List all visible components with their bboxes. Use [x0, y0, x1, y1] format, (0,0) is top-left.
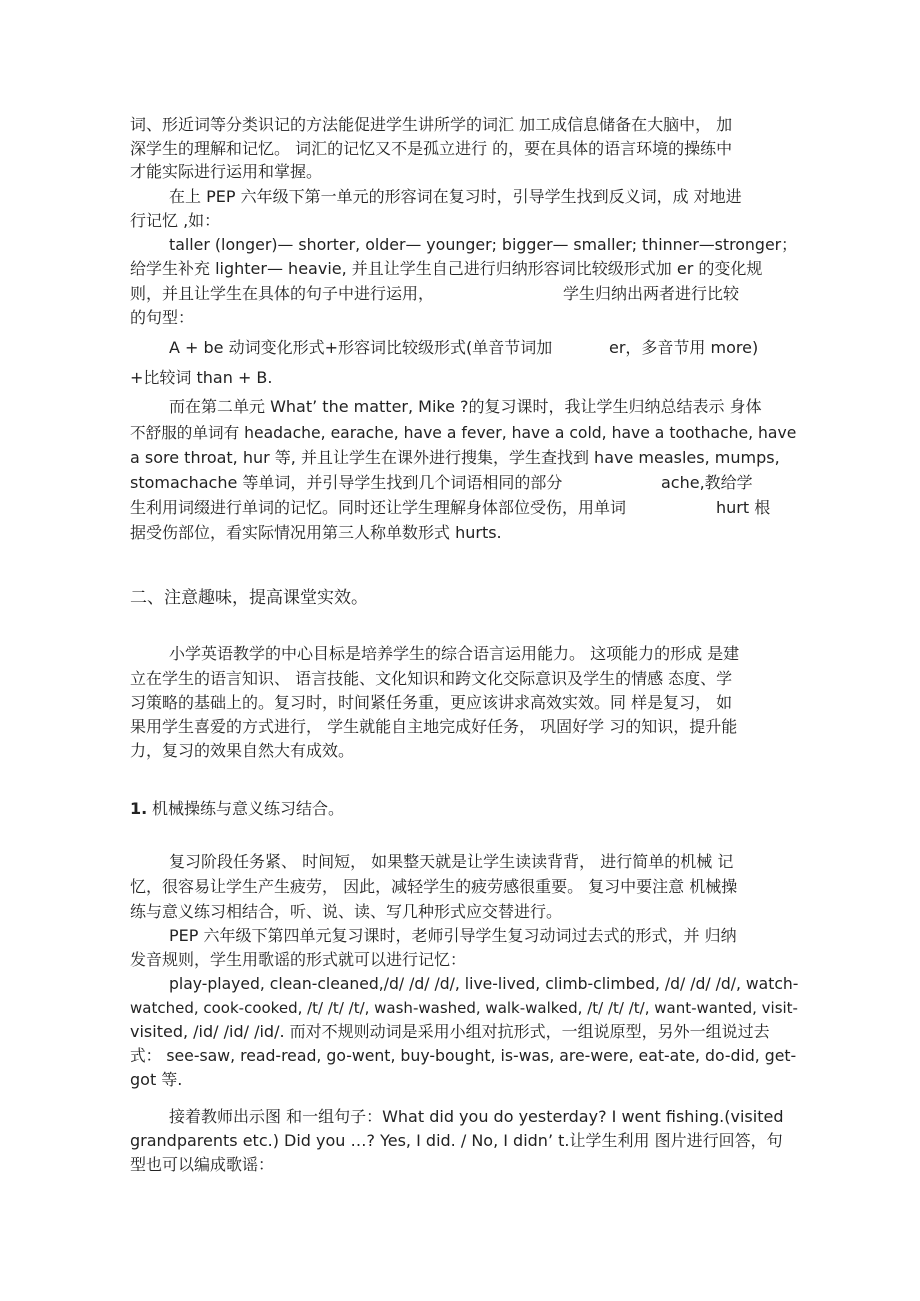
text-line: A + be 动词变化形式+形容词比较级形式(单音节词加	[169, 338, 553, 357]
text-line: got 等.	[130, 1070, 183, 1089]
text-line: 忆，很容易让学生产生疲劳， 因此，减轻学生的疲劳感很重要。 复习中要注意 机械操	[130, 877, 738, 896]
text-line: 果用学生喜爱的方式进行， 学生就能自主地完成好任务， 巩固好学 习的知识，提升能	[130, 717, 738, 736]
text-line: 不舒服的单词有 headache, earache, have a fever, have a cold, have a toothache, have	[130, 424, 797, 442]
text-line: play-played, clean-cleaned,/d/ /d/ /d/, live-lived, climb-climbed, /d/ /d/ /d/, watch-	[169, 975, 799, 993]
section-heading: 二、注意趣味，提高课堂实效。	[130, 588, 368, 608]
text-line: 深学生的理解和记忆。 词汇的记忆又不是孤立进行 的，要在具体的语言环境的操练中	[130, 139, 733, 158]
text-line: visited, /id/ /id/ /id/. 而对不规则动词是采用小组对抗形式，一组说原型，另外一组说过去	[130, 1022, 770, 1041]
text-line: 给学生补充 lighter— heavie, 并且让学生自己进行归纳形容词比较级形式加 er 的变化规	[130, 259, 763, 278]
text-line: taller (longer)— shorter, older— younger; bigger— smaller; thinner—stronger；	[169, 235, 797, 254]
text-line: 力，复习的效果自然大有成效。	[130, 741, 355, 760]
subsection-heading: 机械操练与意义练习结合。	[152, 799, 345, 818]
text-line: 小学英语教学的中心目标是培养学生的综合语言运用能力。 这项能力的形成 是建	[169, 644, 740, 663]
text-line: er，多音节用 more)	[609, 338, 759, 357]
text-line: 习策略的基础上的。复习时，时间紧任务重，更应该讲求高效实效。同 样是复习， 如	[130, 693, 733, 712]
text-line: 据受伤部位，看实际情况用第三人称单数形式 hurts.	[130, 523, 502, 542]
text-line: 才能实际进行运用和掌握。	[130, 162, 323, 181]
text-line: 在上 PEP 六年级下第一单元的形容词在复习时，引导学生找到反义词，成 对地进	[169, 187, 742, 206]
text-line: a sore throat, hur 等, 并且让学生在课外进行搜集，学生查找到 have measles, mumps,	[130, 448, 780, 467]
text-line: PEP 六年级下第四单元复习课时，老师引导学生复习动词过去式的形式，并 归纳	[169, 926, 737, 945]
text-line: 词、形近词等分类识记的方法能促进学生讲所学的词汇 加工成信息储备在大脑中， 加	[130, 115, 733, 134]
text-line: stomachache 等单词，并引导学生找到几个词语相同的部分	[130, 473, 563, 492]
text-line: 生利用词缀进行单词的记忆。同时还让学生理解身体部位受伤，用单词	[130, 498, 627, 517]
text-line: 接着教师出示图 和一组句子：What did you do yesterday? I went fishing.(visited	[169, 1107, 784, 1126]
text-line: 型也可以编成歌谣：	[130, 1155, 275, 1174]
text-line: watched, cook-cooked, /t/ /t/ /t/, wash-washed, walk-walked, /t/ /t/ /t/, want-wanted, visit-	[130, 999, 798, 1017]
text-line: hurt 根	[716, 498, 771, 517]
text-line: 练与意义练习相结合，听、说、读、写几种形式应交替进行。	[130, 902, 563, 921]
text-line: ache,教给学	[661, 473, 753, 492]
text-line: +比较词 than + B.	[130, 368, 273, 387]
text-line: grandparents etc.) Did you …? Yes, I did. / No, I didn’ t.让学生利用 图片进行回答，句	[130, 1131, 783, 1150]
text-line: 行记忆 ,如：	[130, 211, 221, 230]
subsection-number: 1.	[130, 799, 148, 818]
text-line: 学生归纳出两者进行比较	[563, 284, 740, 303]
text-line: 发音规则，学生用歌谣的形式就可以进行记忆：	[130, 950, 467, 969]
text-line: 立在学生的语言知识、 语言技能、文化知识和跨文化交际意识及学生的情感 态度、学	[130, 669, 733, 688]
text-line: 的句型：	[130, 308, 195, 327]
text-line: 式： see-saw, read-read, go-went, buy-bought, is-was, are-were, eat-ate, do-did, get-	[130, 1046, 797, 1065]
text-line: 则，并且让学生在具体的句子中进行运用，	[130, 284, 435, 303]
text-line: 而在第二单元 What’ the matter, Mike ?的复习课时，我让学生归纳总结表示 身体	[169, 397, 762, 416]
text-line: 复习阶段任务紧、 时间短， 如果整天就是让学生读读背背， 进行简单的机械 记	[169, 852, 734, 871]
